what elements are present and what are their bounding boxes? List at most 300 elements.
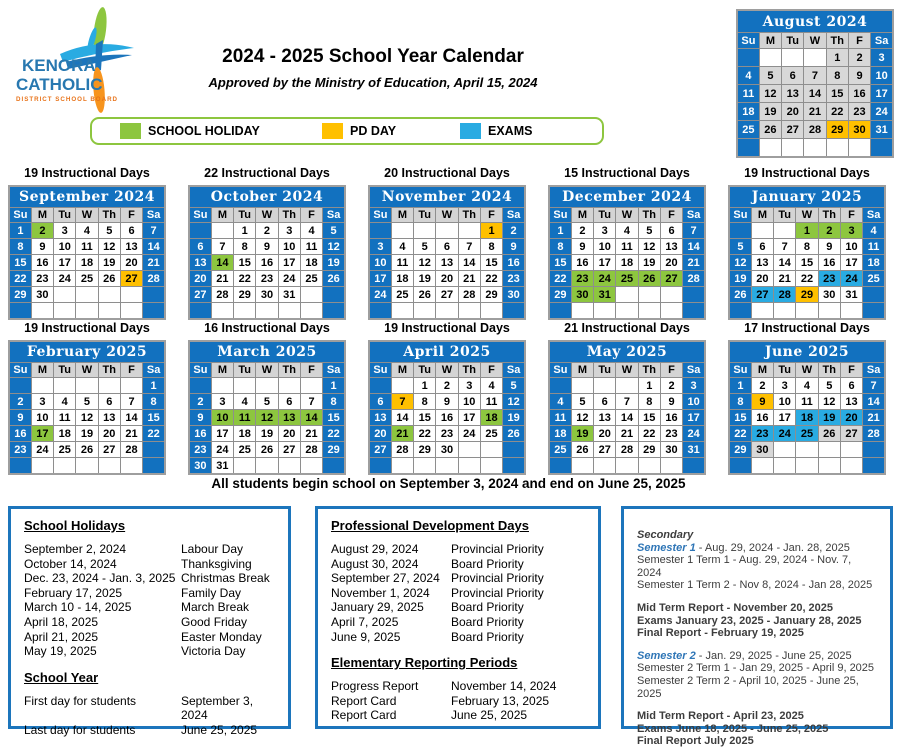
logo-text-catholic: CATHOLIC: [16, 75, 103, 94]
day-cell: [143, 303, 165, 320]
day-header-cell: Tu: [782, 33, 804, 49]
day-cell: [759, 49, 781, 67]
day-cell: 27: [98, 442, 120, 458]
day-cell: [660, 458, 682, 475]
day-cell: 2: [818, 223, 840, 239]
day-cell: [840, 303, 862, 320]
day-cell: 9: [436, 394, 458, 410]
day-cell: 7: [300, 394, 322, 410]
day-cell: 14: [683, 239, 705, 255]
day-header-cell: Sa: [871, 33, 893, 49]
day-header-cell: Sa: [863, 363, 885, 378]
secondary-line: Semester 1 Term 1 - Aug. 29, 2024 - Nov. 7, 2024: [637, 554, 852, 579]
holiday-row: [24, 600, 275, 615]
day-cell: [759, 139, 781, 158]
day-header-cell: Th: [98, 208, 120, 223]
day-cell: 20: [120, 255, 142, 271]
day-cell: [774, 458, 796, 475]
instructional-days-label: 22 Instructional Days: [204, 166, 330, 180]
day-cell: [804, 139, 826, 158]
day-cell: 5: [323, 223, 345, 239]
day-cell: 28: [616, 442, 638, 458]
day-cell: [256, 378, 278, 394]
day-cell: 21: [143, 255, 165, 271]
day-cell: 2: [503, 223, 525, 239]
day-cell: [300, 458, 322, 475]
pd-day-row-col1: April 7, 2025: [331, 614, 399, 629]
legend-label: PD DAY: [350, 124, 397, 138]
secondary-line: Secondary: [637, 529, 694, 541]
day-header-row: [549, 208, 705, 223]
day-cell: [737, 139, 759, 158]
day-header-row: [729, 363, 885, 378]
reporting-row-col1: Report Card: [331, 708, 397, 723]
month-block-september-2024: [8, 166, 166, 320]
spacer: [637, 700, 877, 710]
week-row: [369, 223, 525, 239]
day-cell: 18: [76, 255, 98, 271]
day-cell: 15: [234, 255, 256, 271]
day-cell: [480, 458, 502, 475]
day-cell: 12: [98, 239, 120, 255]
day-header-cell: F: [848, 33, 870, 49]
day-cell: 14: [391, 410, 413, 426]
day-header-cell: M: [391, 208, 413, 223]
day-header-cell: M: [391, 363, 413, 378]
day-cell: [31, 458, 53, 475]
day-cell: [211, 378, 233, 394]
day-cell: [804, 49, 826, 67]
secondary-line: Semester 1 Term 2 - Nov 8, 2024 - Jan 28, 2025: [637, 579, 873, 592]
day-header-cell: Tu: [234, 363, 256, 378]
day-cell: 21: [120, 426, 142, 442]
day-cell: 13: [660, 239, 682, 255]
week-row: [729, 271, 885, 287]
day-cell: 16: [848, 85, 870, 103]
day-cell: 16: [571, 255, 593, 271]
day-cell: [323, 287, 345, 303]
week-row: [549, 378, 705, 394]
week-row: [729, 410, 885, 426]
day-cell: 13: [278, 410, 300, 426]
holiday-row-col2: Good Friday: [181, 614, 248, 629]
day-cell: 10: [840, 239, 862, 255]
day-header-cell: Th: [818, 363, 840, 378]
day-cell: 24: [278, 271, 300, 287]
month-block-march-2025: [188, 321, 346, 475]
day-header-cell: Th: [278, 363, 300, 378]
day-cell: 8: [796, 239, 818, 255]
day-cell: [863, 442, 885, 458]
day-cell: 8: [826, 67, 848, 85]
day-cell: 9: [503, 239, 525, 255]
day-cell: 7: [211, 239, 233, 255]
day-cell: 3: [774, 378, 796, 394]
day-cell: 30: [503, 287, 525, 303]
pd-day-row: [331, 600, 585, 615]
week-row: [549, 426, 705, 442]
day-cell: [660, 303, 682, 320]
week-row: [729, 378, 885, 394]
day-cell: 31: [594, 287, 616, 303]
school-year-heading: School Year: [24, 669, 99, 685]
day-cell: 6: [436, 239, 458, 255]
week-row: [9, 378, 165, 394]
day-cell: 23: [31, 271, 53, 287]
day-cell: 26: [503, 426, 525, 442]
day-cell: 28: [143, 271, 165, 287]
day-cell: 31: [840, 287, 862, 303]
day-cell: [729, 223, 751, 239]
day-header-cell: Sa: [683, 363, 705, 378]
day-cell: [300, 378, 322, 394]
day-cell: [818, 303, 840, 320]
day-cell: 28: [774, 287, 796, 303]
day-cell: 1: [414, 378, 436, 394]
day-cell: 23: [189, 442, 211, 458]
day-cell: [76, 458, 98, 475]
week-row: [737, 121, 893, 139]
day-cell: 8: [414, 394, 436, 410]
day-cell: 4: [234, 394, 256, 410]
day-header-row: [549, 363, 705, 378]
day-cell: 23: [848, 103, 870, 121]
day-cell: [436, 458, 458, 475]
day-cell: 23: [571, 271, 593, 287]
semester-label: Semester 2: [637, 649, 696, 662]
day-cell: 14: [143, 239, 165, 255]
day-cell: [120, 303, 142, 320]
calendar-may-2025: [548, 340, 706, 475]
day-cell: 10: [458, 394, 480, 410]
elementary-reporting-heading: Elementary Reporting Periods: [331, 655, 518, 671]
day-cell: 6: [189, 239, 211, 255]
day-cell: 19: [323, 255, 345, 271]
day-cell: [189, 378, 211, 394]
day-cell: 16: [9, 426, 31, 442]
month-title-row: [369, 186, 525, 208]
day-cell: [549, 458, 571, 475]
day-cell: [729, 303, 751, 320]
day-cell: 22: [796, 271, 818, 287]
month-title-row: [369, 341, 525, 363]
day-cell: 28: [391, 442, 413, 458]
day-header-cell: Su: [9, 208, 31, 223]
day-cell: [391, 458, 413, 475]
day-cell: 25: [300, 271, 322, 287]
day-cell: 10: [211, 410, 233, 426]
calendar-february-2025: [8, 340, 166, 475]
instructional-days-label: 19 Instructional Days: [24, 166, 150, 180]
month-block-may-2025: [548, 321, 706, 475]
day-cell: 16: [189, 426, 211, 442]
day-cell: 13: [120, 239, 142, 255]
day-cell: 8: [234, 239, 256, 255]
day-cell: [638, 458, 660, 475]
pd-days-heading: Professional Development Days: [331, 518, 529, 533]
month-title-row: [189, 341, 345, 363]
day-cell: 15: [9, 255, 31, 271]
day-cell: 10: [594, 239, 616, 255]
day-cell: 10: [278, 239, 300, 255]
day-cell: 3: [840, 223, 862, 239]
day-cell: 24: [31, 442, 53, 458]
calendar-october-2024: [188, 185, 346, 320]
calendar-september-2024: [8, 185, 166, 320]
day-header-row: [737, 33, 893, 49]
day-cell: 7: [616, 394, 638, 410]
day-cell: 21: [458, 271, 480, 287]
day-header-cell: W: [796, 363, 818, 378]
day-cell: 29: [323, 442, 345, 458]
day-cell: 10: [369, 255, 391, 271]
month-title-row: [549, 341, 705, 363]
day-cell: 3: [31, 394, 53, 410]
month-title: September 2024: [9, 186, 165, 208]
day-cell: 30: [751, 442, 773, 458]
day-cell: 15: [323, 410, 345, 426]
day-cell: [840, 442, 862, 458]
day-header-cell: Tu: [414, 208, 436, 223]
school-year-row-col1: Last day for students: [24, 722, 136, 737]
day-cell: [54, 303, 76, 320]
day-cell: [323, 303, 345, 320]
pd-day-row-col2: Provincial Priority: [451, 571, 544, 586]
day-cell: [278, 458, 300, 475]
day-header-cell: Sa: [143, 363, 165, 378]
day-header-cell: Su: [549, 208, 571, 223]
day-cell: 16: [660, 410, 682, 426]
secondary-line: Final Report - February 19, 2025: [637, 627, 804, 640]
day-cell: 22: [143, 426, 165, 442]
calendar-november-2024: [368, 185, 526, 320]
day-cell: 18: [549, 426, 571, 442]
day-cell: 22: [549, 271, 571, 287]
day-cell: 1: [826, 49, 848, 67]
approval-subtitle: Approved by the Ministry of Education, April 15, 2024: [208, 75, 538, 90]
week-row: [369, 458, 525, 475]
holiday-row-col2: Family Day: [181, 585, 242, 600]
month-title-row: [9, 341, 165, 363]
day-cell: 3: [458, 378, 480, 394]
day-cell: [31, 303, 53, 320]
day-cell: 21: [616, 426, 638, 442]
instructional-days-label: 19 Instructional Days: [384, 321, 510, 335]
day-header-cell: Su: [737, 33, 759, 49]
day-header-row: [189, 363, 345, 378]
page-title: 2024 - 2025 School Year Calendar: [222, 46, 524, 67]
calendar-august-2024: [736, 9, 894, 158]
day-cell: 9: [848, 67, 870, 85]
day-cell: [796, 303, 818, 320]
day-cell: 19: [503, 410, 525, 426]
instructional-days-label: 15 Instructional Days: [564, 166, 690, 180]
week-row: [729, 426, 885, 442]
day-cell: [256, 458, 278, 475]
week-row: [549, 271, 705, 287]
day-header-cell: W: [796, 208, 818, 223]
day-cell: [826, 139, 848, 158]
day-cell: 13: [840, 394, 862, 410]
day-header-cell: Su: [549, 363, 571, 378]
day-header-row: [729, 208, 885, 223]
day-cell: 8: [729, 394, 751, 410]
day-cell: 18: [234, 426, 256, 442]
day-cell: 29: [9, 287, 31, 303]
day-cell: 15: [826, 85, 848, 103]
day-cell: 18: [616, 255, 638, 271]
month-title: April 2025: [369, 341, 525, 363]
day-header-cell: F: [300, 363, 322, 378]
instructional-days-label: 17 Instructional Days: [744, 321, 870, 335]
day-cell: 5: [759, 67, 781, 85]
day-cell: [278, 378, 300, 394]
day-cell: 24: [683, 426, 705, 442]
day-cell: [54, 378, 76, 394]
day-cell: 7: [391, 394, 413, 410]
holiday-row: [24, 557, 275, 572]
pd-day-row-col2: Board Priority: [451, 556, 524, 571]
day-cell: 2: [189, 394, 211, 410]
day-cell: 7: [863, 378, 885, 394]
pd-day-row-col2: Provincial Priority: [451, 542, 544, 556]
day-cell: 18: [796, 410, 818, 426]
week-row: [9, 426, 165, 442]
day-cell: 20: [782, 103, 804, 121]
day-cell: 19: [571, 426, 593, 442]
day-cell: 19: [818, 410, 840, 426]
day-cell: 1: [323, 378, 345, 394]
week-row: [369, 410, 525, 426]
day-cell: [120, 378, 142, 394]
day-cell: 26: [414, 287, 436, 303]
elementary-reporting-list: [331, 679, 585, 723]
month-title: February 2025: [9, 341, 165, 363]
day-cell: [189, 223, 211, 239]
day-cell: 16: [436, 410, 458, 426]
day-cell: 3: [594, 223, 616, 239]
day-header-cell: M: [571, 208, 593, 223]
day-cell: 8: [9, 239, 31, 255]
day-cell: [9, 303, 31, 320]
cross-logo-icon: [8, 4, 148, 116]
week-row: [549, 442, 705, 458]
pd-days-box: [315, 506, 601, 729]
month-title: May 2025: [549, 341, 705, 363]
month-title-row: [189, 186, 345, 208]
week-row: [189, 255, 345, 271]
day-header-cell: Su: [189, 363, 211, 378]
day-cell: 26: [76, 442, 98, 458]
day-cell: 27: [840, 426, 862, 442]
day-cell: 21: [863, 410, 885, 426]
week-row: [729, 442, 885, 458]
day-cell: 10: [31, 410, 53, 426]
day-cell: 18: [54, 426, 76, 442]
calendar-march-2025: [188, 340, 346, 475]
day-cell: 6: [840, 378, 862, 394]
day-cell: [774, 303, 796, 320]
school-board-logo: [8, 4, 148, 116]
reporting-row: [331, 694, 585, 709]
day-cell: [774, 223, 796, 239]
day-cell: 11: [616, 239, 638, 255]
day-cell: 12: [323, 239, 345, 255]
day-cell: 12: [818, 394, 840, 410]
day-header-cell: M: [31, 208, 53, 223]
day-cell: 19: [759, 103, 781, 121]
day-cell: 12: [759, 85, 781, 103]
week-row: [729, 303, 885, 320]
day-cell: 23: [256, 271, 278, 287]
week-row: [369, 303, 525, 320]
day-cell: 31: [211, 458, 233, 475]
week-row: [369, 271, 525, 287]
day-cell: 9: [9, 410, 31, 426]
holiday-row-col1: March 10 - 14, 2025: [24, 600, 132, 615]
holiday-row-col1: October 14, 2024: [24, 556, 117, 571]
day-cell: 8: [143, 394, 165, 410]
day-cell: 22: [480, 271, 502, 287]
month-block-november-2024: [368, 166, 526, 320]
day-cell: 3: [683, 378, 705, 394]
day-cell: [503, 442, 525, 458]
day-cell: 26: [571, 442, 593, 458]
holiday-row: [24, 586, 275, 601]
day-cell: 27: [189, 287, 211, 303]
week-row: [729, 458, 885, 475]
day-cell: 25: [737, 121, 759, 139]
week-row: [737, 85, 893, 103]
reporting-row-col2: February 13, 2025: [451, 693, 550, 708]
day-cell: [143, 442, 165, 458]
day-cell: [234, 303, 256, 320]
holiday-row-col1: April 18, 2025: [24, 614, 99, 629]
day-cell: 30: [256, 287, 278, 303]
day-cell: 25: [480, 426, 502, 442]
day-header-cell: W: [436, 363, 458, 378]
day-cell: 23: [751, 426, 773, 442]
day-cell: [458, 303, 480, 320]
day-header-cell: Sa: [503, 363, 525, 378]
month-title: August 2024: [737, 10, 893, 33]
day-header-cell: M: [571, 363, 593, 378]
week-row: [189, 410, 345, 426]
day-cell: [256, 303, 278, 320]
day-cell: 12: [256, 410, 278, 426]
week-row: [9, 287, 165, 303]
day-cell: 25: [549, 442, 571, 458]
day-cell: 30: [189, 458, 211, 475]
day-header-row: [369, 363, 525, 378]
day-cell: 1: [638, 378, 660, 394]
week-row: [549, 239, 705, 255]
day-cell: 24: [211, 442, 233, 458]
week-row: [729, 255, 885, 271]
instructional-days-label: 19 Instructional Days: [744, 166, 870, 180]
day-cell: 12: [638, 239, 660, 255]
day-header-cell: Su: [189, 208, 211, 223]
day-cell: 20: [840, 410, 862, 426]
secondary-line: Final Report July 2025: [637, 735, 754, 748]
week-row: [369, 378, 525, 394]
day-cell: 20: [436, 271, 458, 287]
week-row: [729, 287, 885, 303]
legend-label: SCHOOL HOLIDAY: [148, 124, 260, 138]
day-cell: 29: [826, 121, 848, 139]
holiday-row-col1: September 2, 2024: [24, 542, 127, 556]
day-header-cell: Th: [826, 33, 848, 49]
